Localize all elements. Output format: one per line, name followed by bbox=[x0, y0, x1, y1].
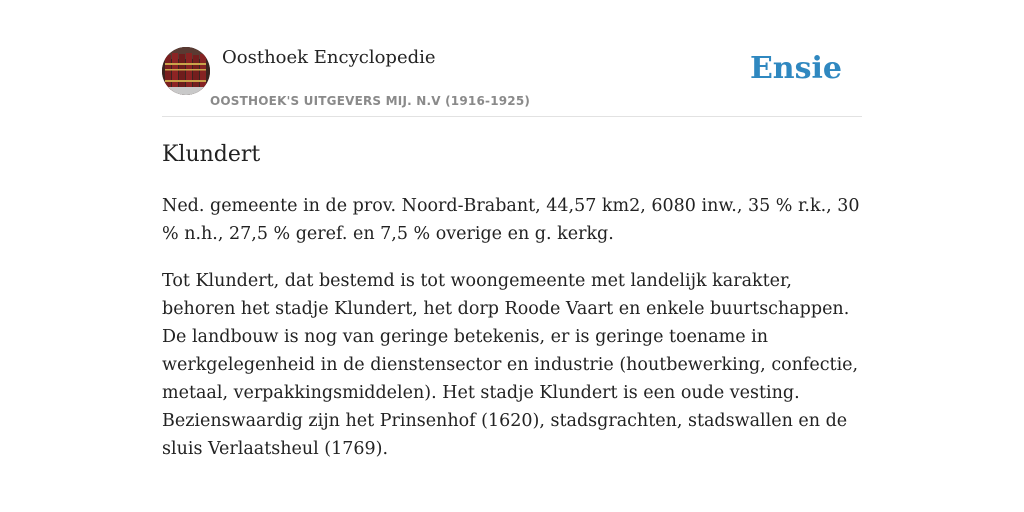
publication-header bbox=[162, 46, 862, 117]
publisher-label: OOSTHOEK'S UITGEVERS MIJ. N.V (1916-1925) bbox=[210, 94, 531, 108]
entry-content bbox=[162, 192, 862, 482]
ensie-logo-link[interactable]: Ensie bbox=[749, 51, 842, 86]
entry-paragraph: Tot Klundert, dat bestemd is tot woongemeente met landelijk karakter, behoren het stadje Klundert, het dorp Roode Vaart en enkele buurtschappen. De landbouw is nog van geringe betekenis, er is geringe toename in werkgelegenheid in de dienstensector en industrie (houtbewerking, confectie, metaal, verpakkingsmiddelen). Het stadje Klundert is een oude vesting. Bezienswaardig zijn het Prinsenhof (1620), stadsgrachten, stadswallen en de sluis Verlaatsheul (1769). bbox=[162, 271, 859, 459]
publication-title[interactable]: Oosthoek Encyclopedie bbox=[222, 47, 436, 68]
encyclopedia-books-icon[interactable] bbox=[162, 47, 210, 95]
entry-title: Klundert bbox=[162, 142, 261, 167]
entry-paragraph: Ned. gemeente in de prov. Noord-Brabant, 44,57 km2, 6080 inw., 35 % r.k., 30 % n.h., 27,5 % geref. en 7,5 % overige en g. kerkg. bbox=[162, 196, 860, 244]
page bbox=[162, 0, 862, 512]
